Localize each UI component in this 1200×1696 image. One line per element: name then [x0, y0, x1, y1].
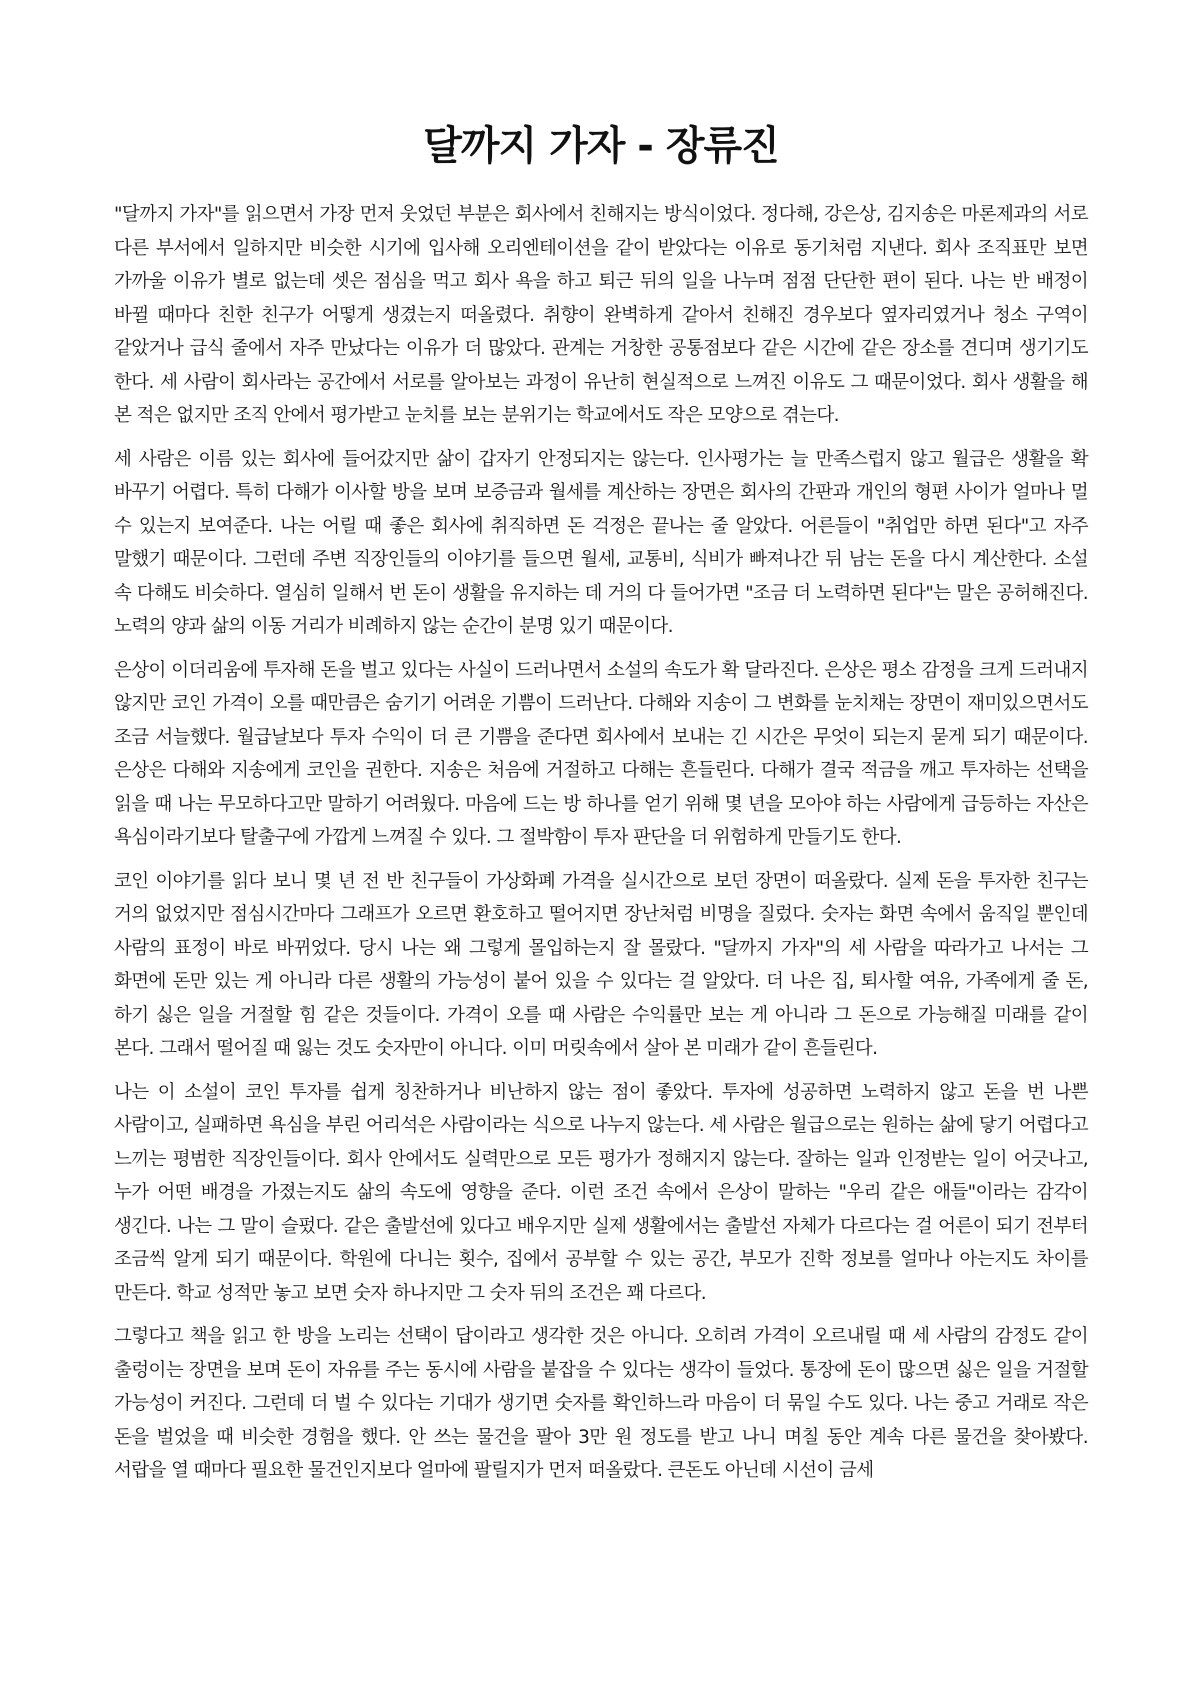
paragraph: "달까지 가자"를 읽으면서 가장 먼저 웃었던 부분은 회사에서 친해지는 방식이었다. 정다해, 강은상, 김지송은 마론제과의 서로 다른 부서에서 일하지만 비슷한 시기에 입사해 오리엔테이션을 같이 받았다는 이유로 동기처럼 지낸다. 회사 조직표만 보면 가까울 이유가 별로 없는데 셋은 점심을 먹고 회사 욕을 하고 퇴근 뒤의 일을 나누며 점점 단단한 편이 된다. 나는 반 배정이 바뀔 때마다 친한 친구가 어떻게 생겼는지 떠올렸다. 취향이 완벽하게 같아서 친해진 경우보다 옆자리였거나 청소 구역이 같았거나 급식 줄에서 자주 만났다는 이유가 더 많았다. 관계는 거창한 공통점보다 같은 시간에 같은 장소를 견디며 생기기도 한다. 세 사람이 회사라는 공간에서 서로를 알아보는 과정이 유난히 현실적으로 느껴진 이유도 그 때문이었다. 회사 생활을 해 본 적은 없지만 조직 안에서 평가받고 눈치를 보는 분위기는 학교에서도 작은 모양으로 겪는다. — [114, 204, 1088, 426]
paragraph: 세 사람은 이름 있는 회사에 들어갔지만 삶이 갑자기 안정되지는 않는다. 인사평가는 늘 만족스럽지 않고 월급은 생활을 확 바꾸기 어렵다. 특히 다해가 이사할 방을 보며 보증금과 월세를 계산하는 장면은 회사의 간판과 개인의 형편 사이가 얼마나 멀 수 있는지 보여준다. 나는 어릴 때 좋은 회사에 취직하면 돈 걱정은 끝나는 줄 알았다. 어른들이 "취업만 하면 된다"고 자주 말했기 때문이다. 그런데 주변 직장인들의 이야기를 들으면 월세, 교통비, 식비가 빠져나간 뒤 남는 돈을 다시 계산한다. 소설 속 다해도 비슷하다. 열심히 일해서 번 돈이 생활을 유지하는 데 거의 다 들어가면 "조금 더 노력하면 된다"는 말은 공허해진다. 노력의 양과 삶의 이동 거리가 비례하지 않는 순간이 분명 있기 때문이다. — [114, 448, 1088, 637]
page-title: 달까지 가자 - 장류진 — [423, 123, 779, 169]
essay-body — [114, 198, 1088, 1488]
paragraph: 은상이 이더리움에 투자해 돈을 벌고 있다는 사실이 드러나면서 소설의 속도가 확 달라진다. 은상은 평소 감정을 크게 드러내지 않지만 코인 가격이 오를 때만큼은 숨기기 어려운 기쁨이 드러난다. 다해와 지송이 그 변화를 눈치채는 장면이 재미있으면서도 조금 서늘했다. 월급날보다 투자 수익이 더 큰 기쁨을 준다면 회사에서 보내는 긴 시간은 무엇이 되는지 묻게 되기 때문이다. 은상은 다해와 지송에게 코인을 권한다. 지송은 처음에 거절하고 다해는 흔들린다. 다해가 결국 적금을 깨고 투자하는 선택을 읽을 때 나는 무모하다고만 말하기 어려웠다. 마음에 드는 방 하나를 얻기 위해 몇 년을 모아야 하는 사람에게 급등하는 자산은 욕심이라기보다 탈출구에 가깝게 느껴질 수 있다. 그 절박함이 투자 판단을 더 위험하게 만들기도 한다. — [114, 659, 1088, 848]
paragraph: 그렇다고 책을 읽고 한 방을 노리는 선택이 답이라고 생각한 것은 아니다. 오히려 가격이 오르내릴 때 세 사람의 감정도 같이 출렁이는 장면을 보며 돈이 자유를 주는 동시에 사람을 붙잡을 수 있다는 생각이 들었다. 통장에 돈이 많으면 싫은 일을 거절할 가능성이 커진다. 그런데 더 벌 수 있다는 기대가 생기면 숫자를 확인하느라 마음이 더 묶일 수도 있다. 나는 중고 거래로 작은 돈을 벌었을 때 비슷한 경험을 했다. 안 쓰는 물건을 팔아 3만 원 정도를 받고 나니 며칠 동안 계속 다른 물건을 찾아봤다. 서랍을 열 때마다 필요한 물건인지보다 얼마에 팔릴지가 먼저 떠올랐다. 큰돈도 아닌데 시선이 금세 — [114, 1326, 1088, 1481]
paragraph: 나는 이 소설이 코인 투자를 쉽게 칭찬하거나 비난하지 않는 점이 좋았다. 투자에 성공하면 노력하지 않고 돈을 번 나쁜 사람이고, 실패하면 욕심을 부린 어리석은 사람이라는 식으로 나누지 않는다. 세 사람은 월급으로는 원하는 삶에 닿기 어렵다고 느끼는 평범한 직장인들이다. 회사 안에서도 실력만으로 모든 평가가 정해지지 않는다. 잘하는 일과 인정받는 일이 어긋나고, 누가 어떤 배경을 가졌는지도 삶의 속도에 영향을 준다. 이런 조건 속에서 은상이 말하는 "우리 같은 애들"이라는 감각이 생긴다. 나는 그 말이 슬펐다. 같은 출발선에 있다고 배우지만 실제 생활에서는 출발선 자체가 다르다는 걸 어른이 되기 전부터 조금씩 알게 되기 때문이다. 학원에 다니는 횟수, 집에서 공부할 수 있는 공간, 부모가 진학 정보를 얼마나 아는지도 차이를 만든다. 학교 성적만 놓고 보면 숫자 하나지만 그 숫자 뒤의 조건은 꽤 다르다. — [114, 1081, 1088, 1304]
paragraph: 코인 이야기를 읽다 보니 몇 년 전 반 친구들이 가상화폐 가격을 실시간으로 보던 장면이 떠올랐다. 실제 돈을 투자한 친구는 거의 없었지만 점심시간마다 그래프가 오르면 환호하고 떨어지면 장난처럼 비명을 질렀다. 숫자는 화면 속에서 움직일 뿐인데 사람의 표정이 바로 바뀌었다. 당시 나는 왜 그렇게 몰입하는지 잘 몰랐다. "달까지 가자"의 세 사람을 따라가고 나서는 그 화면에 돈만 있는 게 아니라 다른 생활의 가능성이 붙어 있을 수 있다는 걸 알았다. 더 나은 집, 퇴사할 여유, 가족에게 줄 돈, 하기 싫은 일을 거절할 힘 같은 것들이다. 가격이 오를 때 사람은 수익률만 보는 게 아니라 그 돈으로 가능해질 미래를 같이 본다. 그래서 떨어질 때 잃는 것도 숫자만이 아니다. 이미 머릿속에서 살아 본 미래가 같이 흔들린다. — [114, 870, 1088, 1059]
